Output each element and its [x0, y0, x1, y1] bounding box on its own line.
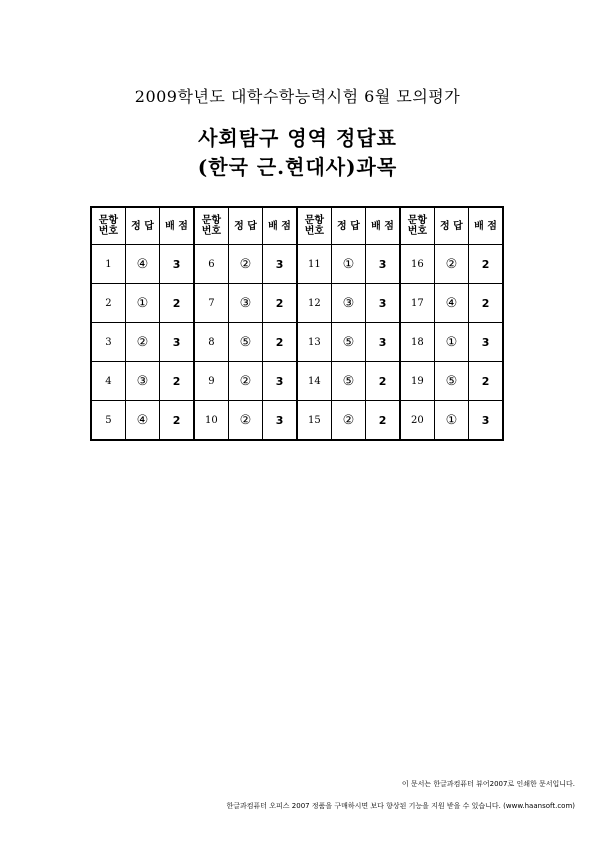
- point-value: 3: [366, 245, 400, 284]
- point-value: 2: [160, 401, 194, 441]
- question-number: 19: [400, 362, 434, 401]
- question-number: 3: [91, 323, 125, 362]
- exam-title: 2009학년도 대학수학능력시험 6월 모의평가: [134, 87, 461, 106]
- point-value: 2: [263, 323, 297, 362]
- question-number: 2: [91, 284, 125, 323]
- answer-choice: ⑤: [331, 323, 365, 362]
- point-value: 3: [263, 401, 297, 441]
- answer-choice: ②: [228, 362, 262, 401]
- answer-choice: ①: [125, 284, 159, 323]
- answer-choice: ①: [434, 401, 468, 441]
- answer-choice: ④: [125, 401, 159, 441]
- table-row: [91, 245, 503, 284]
- subject-title: (한국 근.현대사)과목: [197, 155, 398, 179]
- answer-choice: ④: [434, 284, 468, 323]
- question-number: 10: [194, 401, 228, 441]
- question-number: 14: [297, 362, 331, 401]
- point-value: 2: [469, 284, 503, 323]
- header-question-number: 문항 번호: [297, 207, 331, 245]
- answer-choice: ③: [125, 362, 159, 401]
- answer-choice: ③: [228, 284, 262, 323]
- answer-choice: ②: [125, 323, 159, 362]
- table-row: [91, 284, 503, 323]
- answer-choice: ⑤: [434, 362, 468, 401]
- header-answer: 정 답: [125, 207, 159, 245]
- table-row: [91, 362, 503, 401]
- point-value: 2: [160, 362, 194, 401]
- answer-choice: ④: [125, 245, 159, 284]
- answer-choice: ②: [434, 245, 468, 284]
- question-number: 5: [91, 401, 125, 441]
- table-row: [91, 323, 503, 362]
- header-answer: 정 답: [434, 207, 468, 245]
- point-value: 3: [263, 245, 297, 284]
- header-question-number: 문항 번호: [91, 207, 125, 245]
- answer-choice: ⑤: [228, 323, 262, 362]
- header-question-number: 문항 번호: [194, 207, 228, 245]
- point-value: 3: [366, 323, 400, 362]
- point-value: 2: [160, 284, 194, 323]
- header-answer: 정 답: [331, 207, 365, 245]
- question-number: 20: [400, 401, 434, 441]
- header-points: 배 점: [469, 207, 503, 245]
- question-number: 16: [400, 245, 434, 284]
- table-header-row: [91, 207, 503, 245]
- point-value: 3: [160, 245, 194, 284]
- question-number: 12: [297, 284, 331, 323]
- answer-choice: ③: [331, 284, 365, 323]
- point-value: 3: [263, 362, 297, 401]
- answer-choice: ⑤: [331, 362, 365, 401]
- question-number: 15: [297, 401, 331, 441]
- question-number: 13: [297, 323, 331, 362]
- answer-table: [90, 206, 504, 441]
- point-value: 3: [160, 323, 194, 362]
- answer-choice: ①: [331, 245, 365, 284]
- footer-viewer-note: 이 문서는 한글과컴퓨터 뷰어2007로 인쇄한 문서입니다.: [401, 780, 575, 788]
- table-row: [91, 401, 503, 441]
- question-number: 18: [400, 323, 434, 362]
- point-value: 3: [469, 401, 503, 441]
- point-value: 2: [263, 284, 297, 323]
- question-number: 4: [91, 362, 125, 401]
- answer-choice: ②: [331, 401, 365, 441]
- point-value: 2: [366, 401, 400, 441]
- point-value: 3: [366, 284, 400, 323]
- question-number: 1: [91, 245, 125, 284]
- answer-choice: ②: [228, 401, 262, 441]
- point-value: 3: [469, 323, 503, 362]
- header-points: 배 점: [160, 207, 194, 245]
- header-points: 배 점: [366, 207, 400, 245]
- footer-purchase-note: 한글과컴퓨터 오피스 2007 정품을 구매하시면 보다 향상된 기능을 지원 받을 수 있습니다. (www.haansoft.com): [226, 802, 575, 810]
- point-value: 2: [366, 362, 400, 401]
- answer-choice: ①: [434, 323, 468, 362]
- point-value: 2: [469, 362, 503, 401]
- question-number: 9: [194, 362, 228, 401]
- question-number: 11: [297, 245, 331, 284]
- point-value: 2: [469, 245, 503, 284]
- header-answer: 정 답: [228, 207, 262, 245]
- header-question-number: 문항 번호: [400, 207, 434, 245]
- answer-sheet-title: 사회탐구 영역 정답표: [198, 126, 397, 150]
- question-number: 8: [194, 323, 228, 362]
- question-number: 17: [400, 284, 434, 323]
- question-number: 6: [194, 245, 228, 284]
- answer-choice: ②: [228, 245, 262, 284]
- question-number: 7: [194, 284, 228, 323]
- header-points: 배 점: [263, 207, 297, 245]
